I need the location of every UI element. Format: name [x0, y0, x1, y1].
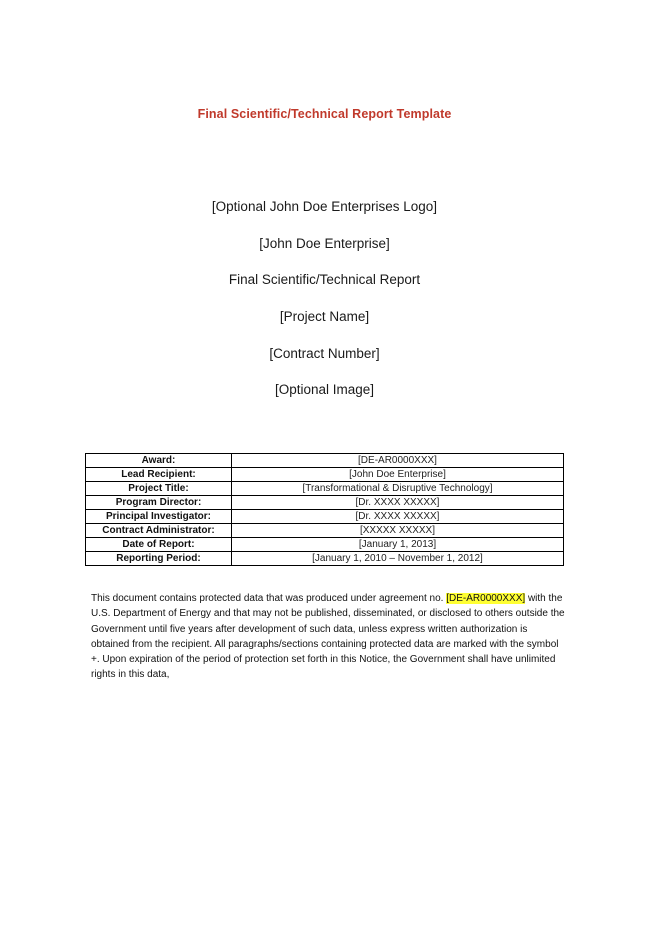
agreement-number-highlight: [DE-AR0000XXX] — [446, 593, 526, 604]
date-of-report-value: [January 1, 2013] — [232, 538, 564, 552]
table-row — [86, 524, 564, 538]
award-label: Award: — [86, 454, 232, 468]
table-row — [86, 510, 564, 524]
contract-number: [Contract Number] — [269, 346, 380, 361]
principal-investigator-label: Principal Investigator: — [86, 510, 232, 524]
document-title: Final Scientific/Technical Report Template — [197, 107, 452, 121]
contract-administrator-value: [XXXXX XXXXX] — [232, 524, 564, 538]
project-title-value: [Transformational & Disruptive Technology] — [232, 482, 564, 496]
notice-text-part1: This document contains protected data that was produced under agreement no. — [91, 593, 447, 604]
program-director-label: Program Director: — [86, 496, 232, 510]
reporting-period-label: Reporting Period: — [86, 552, 232, 566]
award-value: [DE-AR0000XXX] — [232, 454, 564, 468]
award-info-table — [85, 453, 564, 566]
notice-text-part2: with the U.S. Department of Energy and that may not be published, disseminated, or disclosed to others outside the Government until five years after development of such data, unless express written authorization is obtained from the recipient. All paragraphs/sections containing protected data are marked with the symbol +. Upon expiration of the period of protection set forth in this Notice, the Government shall have unlimited rights in this data, — [91, 593, 565, 681]
principal-investigator-value: [Dr. XXXX XXXXX] — [232, 510, 564, 524]
date-of-report-label: Date of Report: — [86, 538, 232, 552]
table-row — [86, 468, 564, 482]
protected-data-notice — [91, 591, 566, 683]
report-type: Final Scientific/Technical Report — [228, 272, 421, 287]
project-title-label: Project Title: — [86, 482, 232, 496]
enterprise-name: [John Doe Enterprise] — [259, 236, 390, 251]
program-director-value: [Dr. XXXX XXXXX] — [232, 496, 564, 510]
table-row — [86, 552, 564, 566]
contract-administrator-label: Contract Administrator: — [86, 524, 232, 538]
optional-image-placeholder: [Optional Image] — [274, 382, 375, 397]
logo-placeholder: [Optional John Doe Enterprises Logo] — [211, 199, 438, 214]
lead-recipient-value: [John Doe Enterprise] — [232, 468, 564, 482]
table-row — [86, 482, 564, 496]
reporting-period-value: [January 1, 2010 – November 1, 2012] — [232, 552, 564, 566]
lead-recipient-label: Lead Recipient: — [86, 468, 232, 482]
table-row — [86, 496, 564, 510]
table-row — [86, 454, 564, 468]
project-name: [Project Name] — [279, 309, 370, 324]
table-row — [86, 538, 564, 552]
